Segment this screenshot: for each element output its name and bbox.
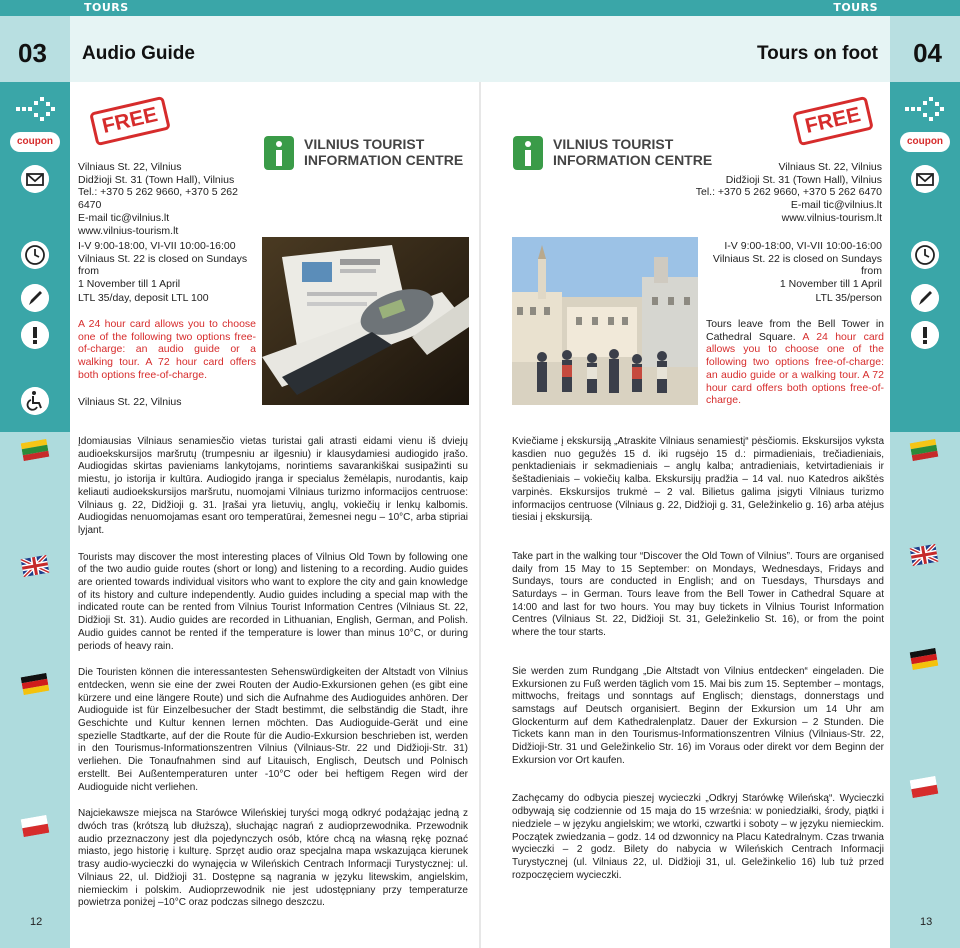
contact-block-left xyxy=(78,161,263,237)
page-title-right: Tours on foot xyxy=(756,43,878,64)
paragraph-en: Take part in the walking tour “Discover the Old Town of Vilnius”. Tours are organised daily from 15 May to 15 September: on Mondays, Wednesdays, Fridays and Sundays, tours are conducted in English; and on Tuesdays, Thursdays and Saturdays – in German. Tours leave from the Bell Tower in Cathedral Square at 14:00 and last for two hours. You may buy tickets in Vilnius Tourist Information Centres (Vilniaus St. 22, Didžioji St. 31, Geležinkelio St. 16), or from the point where the tour starts. xyxy=(512,550,884,639)
paragraph-lt: Įdomiausias Vilniaus senamiesčio vietas turistai gali atrasti eidami vienu iš dviejų audioekskursijos maršrutų (trumpesniu ar ilgesniu) ir klausydamiesi audiogido įrašo. Audiogidas skirtas pavieniams lankytojams, norintiems savarankiškai susipažinti su miestu, jo istorija ir kultūra. Audiogido įranga ir specialus žemėlapis, nurodantis, kaip keliauti audioekskursijos maršrutu, nuomojami Vilniaus turizmo informacijos centruose: Vilniaus g. 22, Didžioji g. 31. Įrašai yra lietuvių, anglų, vokiečių ir lenkų kalbomis. Audiogidas nenuomojamas esant oro temperatūrai, žemesnei negu – 10°C, arba stipriai lyjant. xyxy=(78,436,468,536)
section-number-right: 04 xyxy=(913,38,942,68)
hours-line: I-V 9:00-18:00, VI-VII 10:00-16:00 xyxy=(78,240,236,252)
logo-line2: INFORMATION CENTRE xyxy=(553,152,713,168)
section-label-right: TOURS xyxy=(833,1,878,14)
contact-line: www.vilnius-tourism.lt xyxy=(781,211,882,224)
contact-line: Didžioji St. 31 (Town Hall), Vilnius xyxy=(78,173,235,186)
audio-guide-text xyxy=(78,436,468,923)
paragraph-de: Die Touristen können die interessantesten Sehenswürdigkeiten der Altstadt von Vilnius entdecken, wenn sie eine der zwei Routen der Audio-Exkursionen gehen (es gibt eine kürzere und eine längere Route) und sich die Aufnahme des Audioguides anhören. Der Audioguide ist für Einzelbesucher der Stadt bestimmt, die selbständig die Stadt, ihre Geschichte und Kultur kennen lernen möchten. Das Audioguide-Gerät und eine spezielle Stadtkarte, auf der die Route für die Audio-Exkursion beschrieben ist, werden in den Tourismus-Informationszentren Vilnius (Vilniaus-Str. 22 und Didžioji-Str. 31) verliehen. Die Tonaufnahmen sind auf Litauisch, Englisch, Deutsch und Polnisch erstellt. Bei Außentemperaturen unter -10°C oder bei heftigem Regen wird der Audioguide nicht verliehen. xyxy=(78,667,468,793)
pen-icon xyxy=(911,284,939,312)
exclamation-icon xyxy=(911,321,939,349)
vtic-logo-left xyxy=(264,134,464,174)
page-gutter xyxy=(479,82,481,948)
coupon-icon: coupon xyxy=(10,132,60,152)
exclamation-icon xyxy=(21,321,49,349)
contact-line: Didžioji St. 31 (Town Hall), Vilnius xyxy=(725,173,882,186)
mail-icon xyxy=(21,165,49,193)
contact-line: www.vilnius-tourism.lt xyxy=(78,224,179,237)
paragraph-en: Tourists may discover the most interesting places of Vilnius Old Town by following one of the two audio guide routes (short or long) and listening to a recording. Audio guides are oriented towards individual visitors who want to explore the city and gain knowledge of its history and culture independently. Audio guides including a special map with the indicated route can be rented from Vilnius Tourist Information Centres (Vilniaus St. 22, Didžioji St. 31). Audio guides are recorded in Lithuanian, English, German, and Polish. Audio guides cannot be rented if the temperature is lower than minus 10°C, or during periods of heavy rain. xyxy=(78,551,468,652)
hours-line: Vilniaus St. 22 is closed on Sundays from xyxy=(712,252,882,278)
free-badge-right: FREE xyxy=(792,96,874,146)
section-number-left: 03 xyxy=(18,38,47,68)
paragraph-lt: Kviečiame į ekskursiją „Atraskite Vilniaus senamiestį“ pėsčiomis. Ekskursijos vyksta kasdien nuo gegužės 15 d. iki rugsėjo 15 d.: pirmadieniais, trečiadieniais, penktadieniais ir sekmadieniais – anglų kalba; antradieniais, ketvirtadieniais ir šeštadieniais – vokiečių kalba. Ekskursijų pradžia – 14 val. nuo Katedros aikštės varpinės. Ekskursijos trukmė – 2 val. Bilietus galima įsigyti Vilniaus turizmo informacijos centruose (Vilniaus g. 22, Didžioji g. 31, Geležinkelio g. 16) arba atėjus tiesiai į ekskursiją. xyxy=(512,436,884,524)
right-title-bar xyxy=(480,16,890,82)
contact-line: Tel.: +370 5 262 9660, +370 5 262 6470 xyxy=(695,186,882,199)
price-left: LTL 35/day, deposit LTL 100 xyxy=(78,292,209,304)
right-side-lower xyxy=(890,432,960,948)
logo-line1: VILNIUS TOURIST xyxy=(553,136,674,152)
info-icon xyxy=(513,136,543,170)
mail-icon xyxy=(911,165,939,193)
page-number-left: 12 xyxy=(30,916,43,928)
paragraph-pl: Zachęcamy do odbycia pieszej wycieczki „Odkryj Starówkę Wileńską“. Wycieczki odbywają się codziennie od 15 maja do 15 września: w poniedziałki, środy, piątki i niedziele – w języku angielskim; we wtorki, czwartki i soboty – w języku niemieckim. Początek zwiedzania – godz. 14 od dzwonnicy na Placu Katedralnym. Czas trwania wycieczki – 2 godz. Bilety do nabycia w Wileńskich Centrach Informacji Turystycznej (ul. Vilniaus 22, ul. Didžioji 31, ul. Geležinkelio 16) lub tuż przed rozpoczęciem wycieczki. xyxy=(512,793,884,881)
accessible-location-left: Vilniaus St. 22, Vilnius xyxy=(78,396,182,408)
right-number-box xyxy=(890,16,960,82)
contact-line: Vilniaus St. 22, Vilnius xyxy=(778,161,882,173)
walking-tour-text xyxy=(512,436,884,895)
hours-line: I-V 9:00-18:00, VI-VII 10:00-16:00 xyxy=(724,240,882,252)
contact-line: E-mail tic@vilnius.lt xyxy=(78,211,170,224)
contact-line: Vilniaus St. 22, Vilnius xyxy=(78,161,182,173)
card-note-red: A 24 hour card allows you to choose one of the following two options free-of-charge: an audio guide or a walking tour. A 72 hour card offers both options free-of-charge. xyxy=(706,330,884,407)
hours-line: 1 November till 1 April xyxy=(779,278,882,291)
top-banner xyxy=(0,0,960,16)
left-number-box xyxy=(0,16,70,82)
clock-icon xyxy=(911,241,939,269)
logo-line2: INFORMATION CENTRE xyxy=(304,152,464,168)
vtic-logo-right xyxy=(513,134,713,174)
info-icon xyxy=(264,136,294,170)
logo-line1: VILNIUS TOURIST xyxy=(304,136,425,152)
card-note-left: A 24 hour card allows you to choose one of the following two options free-of-charge: an audio guide or a walking tour. A 72 hour card offers both options free-of-charge. xyxy=(78,318,256,381)
page-number-right: 13 xyxy=(920,916,933,928)
hours-block-right xyxy=(692,240,882,291)
page-title-left: Audio Guide xyxy=(82,43,195,64)
section-label-left: TOURS xyxy=(84,1,129,14)
paragraph-de: Sie werden zum Rundgang „Die Altstadt von Vilnius entdecken“ eingeladen. Die Exkursionen zu Fuß werden täglich vom 15. Mai bis zum 15. September – montags, mittwochs, freitags und sonntags auf Englisch; dienstags, donnerstags und samstags auf Deutsch organisiert. Beginn der Exkursion um 14 Uhr am Glockenturm auf dem Kathedralenplatz. Dauer der Exkursion – 2 Stunden. Die Tickets kann man in den Tourismus-Informationszentren Vilnius (Vilniaus-Str. 22, Didžioji-Str. 31 und Geležinkelio Str. 16) im Voraus oder direkt vor dem Beginn der Exkursion vor Ort kaufen. xyxy=(512,665,884,766)
hours-line: 1 November till 1 April xyxy=(78,278,181,291)
paragraph-pl: Najciekawsze miejsca na Starówce Wileńskiej turyści mogą odkryć podążając jedną z dwóch tras (krótszą lub dłuższą), słuchając nagrań z audioprzewodnika. Przewodnik audio przeznaczony jest dla pojedynczych osób, które chcą na własną rękę poznać miasto, jego historię i kulturę. Sprzęt audio oraz specjalna mapa wskazująca kierunek trasy audio-wycieczki do wynajęcia w Wileńskich Centrach Informacji Turystycznej: ul. Vilniaus 22, ul. Didžioji 31. Dostępne są nagrania w języku litewskim, angielskim, niemieckim i polskim. Audioprzewodnik nie jest udostępniany przy temperaturze powietrza poniżej –10°C oraz podczas silnego deszczu. xyxy=(78,808,468,909)
card-note-right xyxy=(706,318,884,407)
directions-icon xyxy=(15,96,55,122)
clock-icon xyxy=(21,241,49,269)
audio-guide-photo xyxy=(262,237,469,405)
directions-icon xyxy=(904,96,944,122)
free-badge-left: FREE xyxy=(89,96,171,146)
walking-tour-photo xyxy=(512,237,698,405)
wheelchair-icon xyxy=(21,387,49,415)
left-title-bar xyxy=(70,16,480,82)
hours-block-left xyxy=(78,240,263,291)
contact-line: Tel.: +370 5 262 9660, +370 5 262 6470 xyxy=(78,186,238,212)
hours-line: Vilniaus St. 22 is closed on Sundays from xyxy=(78,252,248,278)
contact-line: E-mail tic@vilnius.lt xyxy=(790,199,882,212)
meeting-point-note: Tours leave from the Bell Tower in Cathedral Square. xyxy=(706,318,884,343)
price-right: LTL 35/person xyxy=(815,292,882,304)
contact-block-right xyxy=(692,161,882,225)
pen-icon xyxy=(21,284,49,312)
coupon-icon: coupon xyxy=(900,132,950,152)
